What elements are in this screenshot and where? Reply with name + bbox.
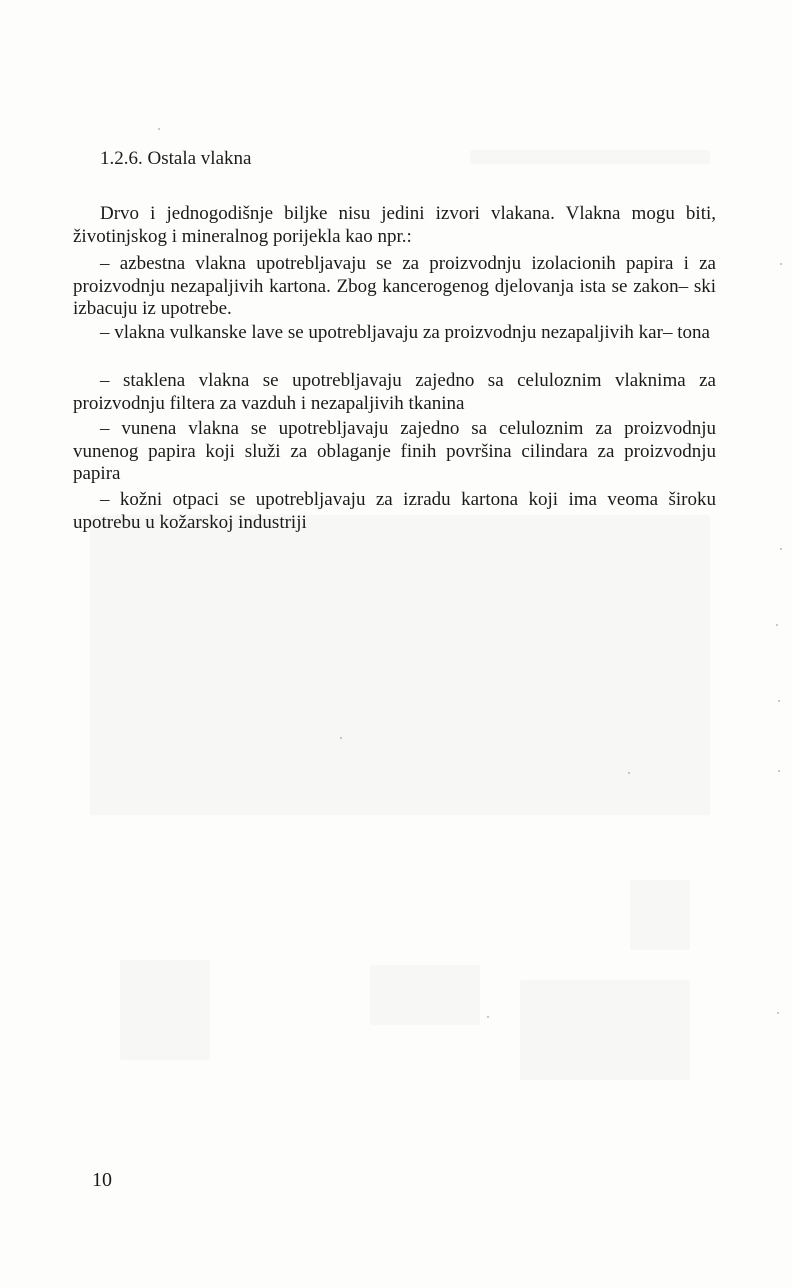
bleed-through-mark: [90, 515, 710, 815]
list-item-text: – vunena vlakna se upotrebljavaju zajedno sa celuloznim za proizvodnju vunenog papira koji služi za oblaganje finih površina cilindara za proizvodnju papira: [73, 418, 716, 484]
page-number: 10: [92, 1169, 112, 1191]
list-item: [73, 418, 716, 486]
scan-speck: [777, 1012, 779, 1014]
bleed-through-mark: [520, 980, 690, 1080]
scan-speck: [628, 772, 630, 774]
scan-speck: [158, 128, 160, 130]
bleed-through-mark: [470, 150, 710, 164]
list-item-text: – kožni otpaci se upotrebljavaju za izradu kartona koji ima veoma široku upotrebu u kožarskoj industriji: [73, 489, 716, 533]
scan-speck: [778, 700, 780, 702]
scan-speck: [776, 624, 778, 626]
scan-speck: [778, 770, 780, 772]
intro-paragraph: [73, 203, 716, 248]
list-item-text: – vlakna vulkanske lave se upotrebljavaju za proizvodnju nezapaljivih kar– tona: [100, 322, 710, 343]
bleed-through-mark: [630, 880, 690, 950]
section-heading: 1.2.6. Ostala vlakna: [100, 148, 252, 169]
bleed-through-mark: [370, 965, 480, 1025]
list-item-text: – staklena vlakna se upotrebljavaju zajedno sa celuloznim vlaknima za proizvodnju filtera za vazduh i nezapaljivih tkanina: [73, 370, 716, 414]
scan-speck: [780, 548, 782, 550]
scan-speck: [780, 263, 782, 265]
list-item: [73, 253, 716, 321]
scan-speck: [487, 1016, 489, 1018]
intro-text: Drvo i jednogodišnje biljke nisu jedini izvori vlakana. Vlakna mogu biti, životinjskog i mineralnog porijekla kao npr.:: [73, 203, 716, 247]
list-item: [73, 489, 716, 534]
list-item: [73, 322, 716, 345]
scan-speck: [340, 737, 342, 739]
list-item: [73, 370, 716, 415]
bleed-through-mark: [120, 960, 210, 1060]
list-item-text: – azbestna vlakna upotrebljavaju se za proizvodnju izolacionih papira i za proizvodnju nezapaljivih kartona. Zbog kancerogenog djelovanja ista se zakon– ski izbacuju iz upotrebe.: [73, 253, 716, 319]
